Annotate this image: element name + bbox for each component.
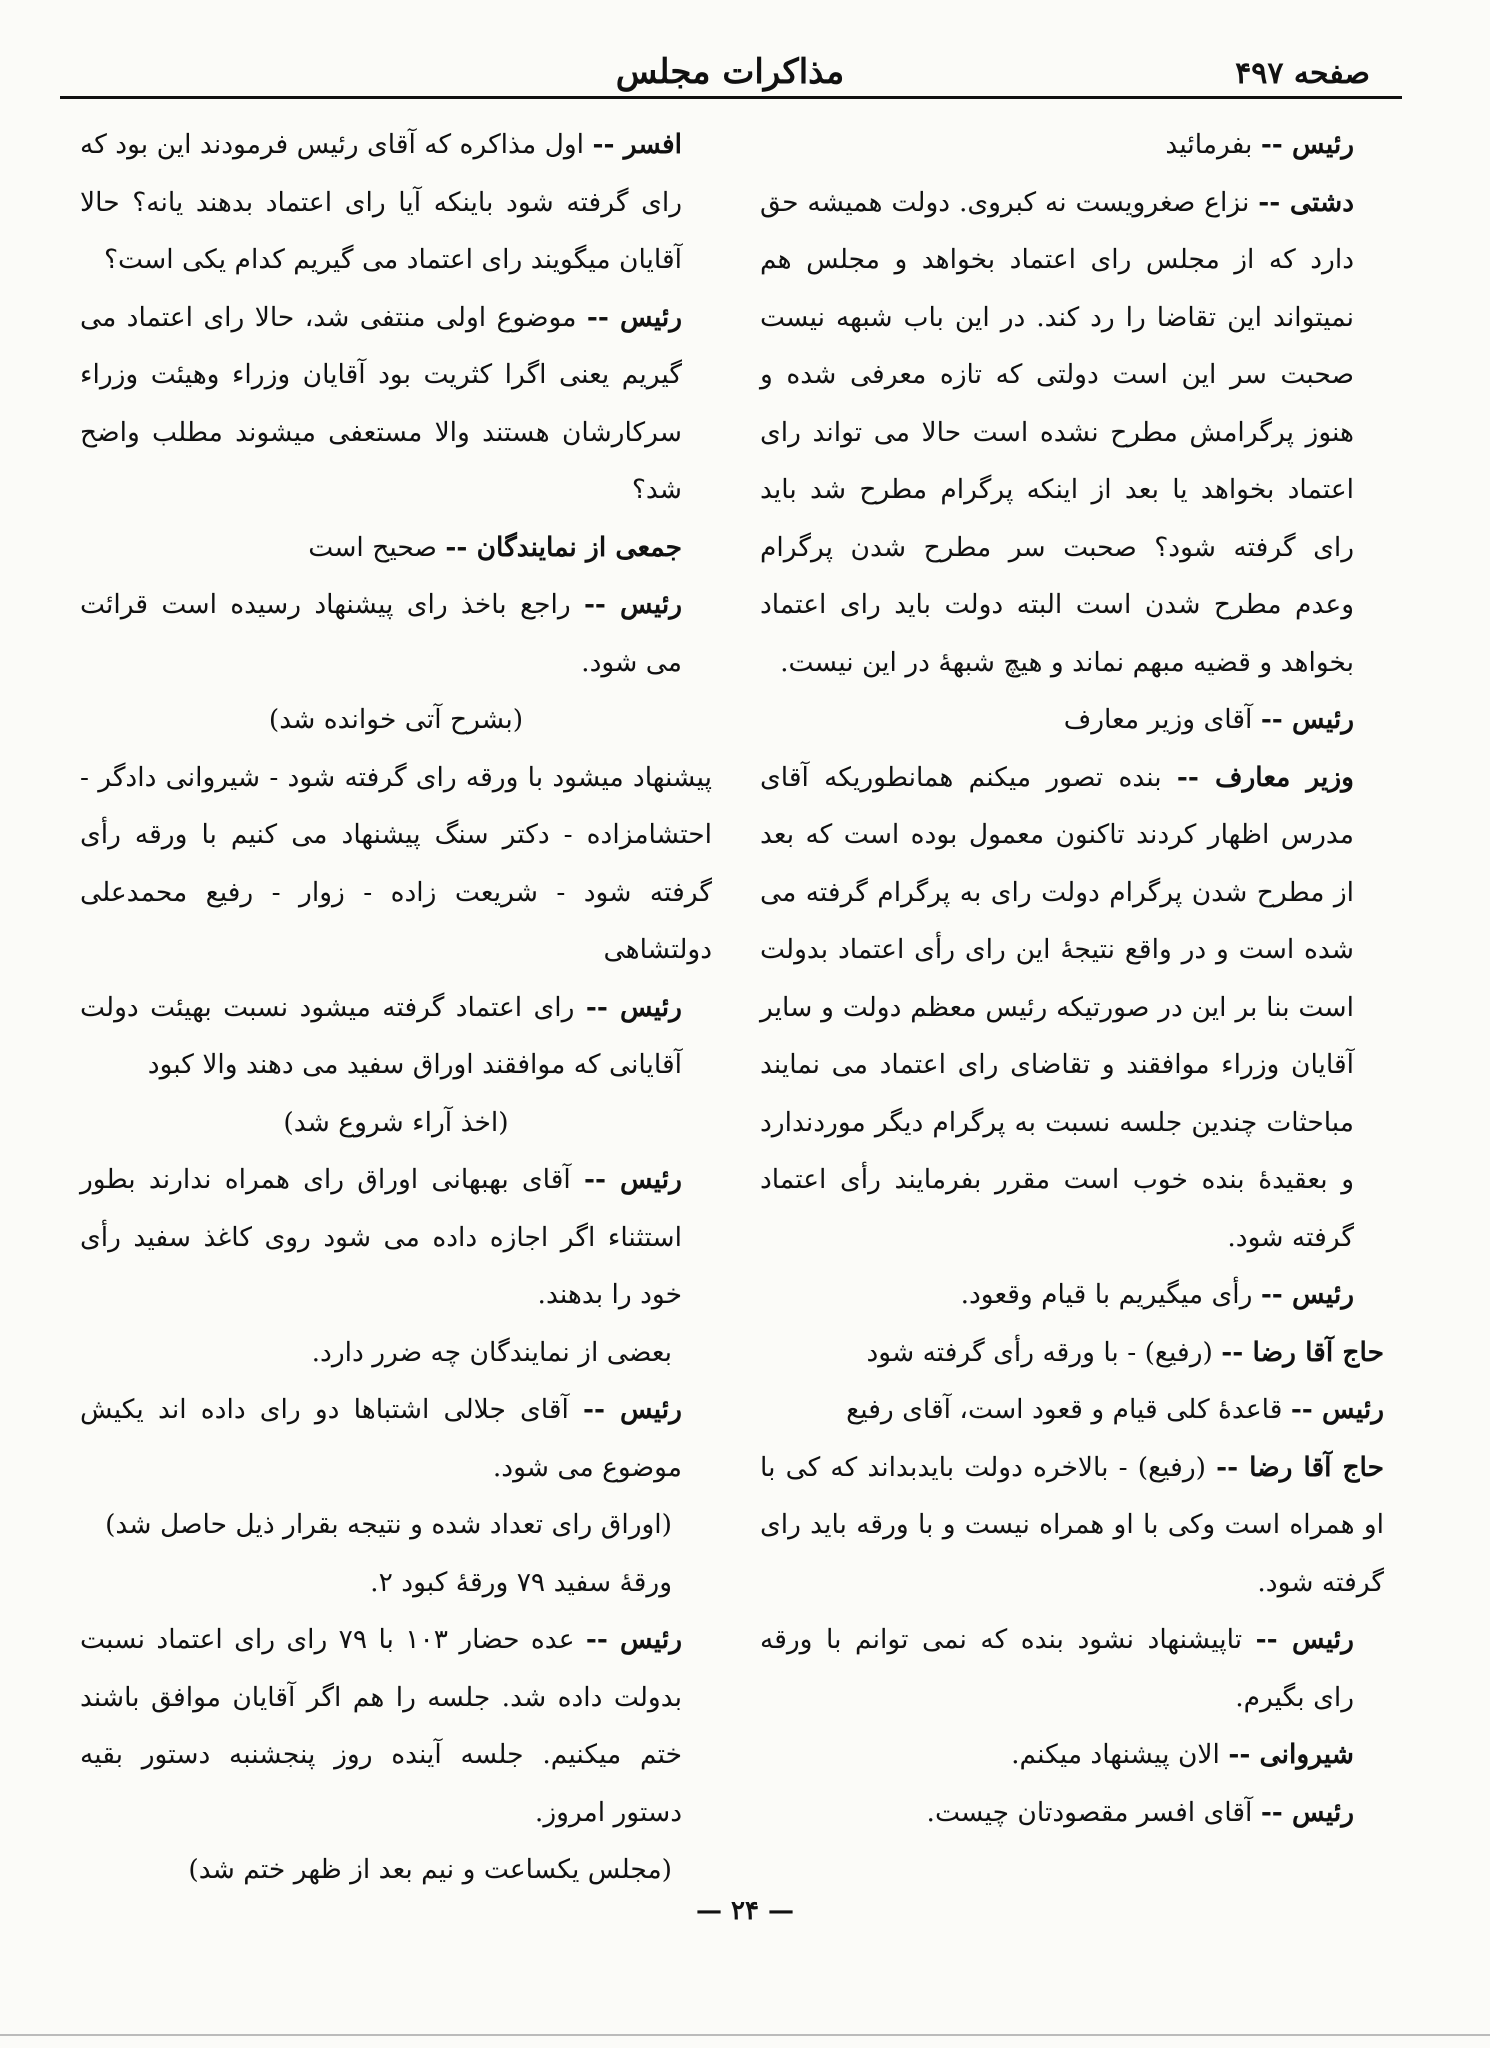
paragraph: [80, 691, 712, 749]
paragraph: [760, 1324, 1384, 1382]
paragraph-text: ورقۀ سفید ۷۹ ورقۀ کبود ۲.: [370, 1566, 672, 1598]
paragraph: [760, 1726, 1384, 1784]
speaker-name: رئیس --: [1260, 129, 1354, 160]
speaker-name: دشتی --: [1258, 186, 1354, 218]
speaker-name: رئیس --: [585, 1624, 682, 1655]
speaker-name: رئیس --: [586, 301, 682, 333]
paragraph: [80, 1496, 712, 1554]
paragraph-text: صحیح است: [308, 531, 437, 563]
paragraph-text: راجع باخذ رای پیشنهاد رسیده است قرائت می شود.: [80, 589, 682, 678]
paragraph-text: بنده تصور میکنم همانطوریکه آقای مدرس اظهار کردند تاکنون معمول بوده است که بعد از مطرح شدن پرگرام دولت رای به پرگرام گرفته می شده است و در واقع نتیجۀ این رای رأی اعتماد بدولت است بنا بر این در صورتیکه رئیس معظم دولت و سایر آقایان وزراء موافقند و تقاضای رای اعتماد می نمایند مباحثات چندین جلسه نسبت به پرگرام دیگر موردندارد و بعقیدۀ بنده خوب است مقرر بفرمایند رأی اعتماد گرفته شود.: [760, 761, 1354, 1253]
paragraph-text: (اوراق رای تعداد شده و نتیجه بقرار ذیل حاصل شد): [105, 1509, 672, 1540]
speaker-name: افسر --: [592, 129, 682, 160]
paragraph: [760, 691, 1384, 749]
paragraph: [80, 1554, 712, 1612]
paragraph-text: رأی میگیریم با قیام وقعود.: [960, 1279, 1253, 1310]
speaker-name: شیروانی --: [1228, 1739, 1354, 1770]
left-column: [80, 116, 712, 1899]
page-header: [60, 52, 1400, 100]
paragraph-text: (اخذ آراء شروع شد): [283, 1106, 509, 1138]
paragraph-text: رای اعتماد گرفته میشود نسبت بهیئت دولت آقایانی که موافقند اوراق سفید می دهند والا کبود: [80, 991, 682, 1080]
paragraph: [760, 1266, 1384, 1324]
speaker-name: رئیس --: [1260, 704, 1354, 735]
paragraph-text: (مجلس یکساعت و نیم بعد از ظهر ختم شد): [188, 1854, 672, 1885]
page-title: مذاکرات مجلس: [615, 52, 845, 92]
paragraph: [760, 1439, 1384, 1612]
speaker-name: رئیس --: [584, 1164, 682, 1195]
paragraph: [760, 1611, 1384, 1726]
speaker-name: رئیس --: [585, 991, 682, 1023]
paragraph: [760, 749, 1384, 1267]
paragraph-text: آقای جلالی اشتباها دو رای داده اند یکیش موضوع می شود.: [80, 1394, 682, 1483]
paragraph-text: پیشنهاد میشود با ورقه رای گرفته شود - شیروانی دادگر - احتشامزاده - دکتر سنگ پیشنهاد می کنیم با ورقه رأی گرفته شود - شریعت زاده - زوار - رفیع محمدعلی دولتشاهی: [80, 761, 712, 965]
page-number: صفحه ۴۹۷: [1235, 56, 1370, 91]
right-column: [760, 116, 1384, 1841]
paragraph-text: الان پیشنهاد میکنم.: [1011, 1739, 1220, 1770]
paragraph: [80, 519, 712, 577]
bottom-rule: [0, 2034, 1490, 2036]
speaker-name: رئیس --: [1255, 1624, 1354, 1655]
paragraph-text: (بشرح آتی خوانده شد): [268, 704, 524, 735]
paragraph: [80, 576, 712, 691]
paragraph-text: (رفیع) - بالاخره دولت بایدبداند که کی با او همراه است وکی با او همراه نیست و با ورقه باید رای گرفته شود.: [760, 1451, 1384, 1598]
paragraph: [80, 289, 712, 519]
speaker-name: وزیر معارف --: [1176, 761, 1354, 793]
paragraph: [80, 116, 712, 289]
paragraph-text: قاعدۀ کلی قیام و قعود است، آقای رفیع: [846, 1394, 1283, 1425]
paragraph: [80, 1381, 712, 1496]
paragraph: [80, 1151, 712, 1324]
paragraph-text: بفرمائید: [1165, 129, 1253, 160]
paragraph-text: تاپیشنهاد نشود بنده که نمی توانم با ورقه رای بگیرم.: [760, 1624, 1354, 1713]
paragraph: [80, 979, 712, 1094]
paragraph-text: آقای بهبهانی اوراق رای همراه ندارند بطور استثناء اگر اجازه داده می شود روی کاغذ سفید رأی خود را بدهند.: [80, 1164, 682, 1310]
sheet-number: — ۲۴ —: [695, 1896, 795, 1926]
paragraph: [80, 1611, 712, 1841]
paragraph: [80, 1841, 712, 1899]
speaker-name: رئیس --: [1260, 1796, 1354, 1828]
speaker-name: رئیس --: [1260, 1279, 1354, 1310]
paragraph: [80, 1094, 712, 1152]
paragraph: [760, 1381, 1384, 1439]
paragraph: [760, 116, 1384, 174]
paragraph-text: آقای افسر مقصودتان چیست.: [926, 1796, 1253, 1828]
header-rule: [60, 96, 1402, 99]
paragraph-text: (رفیع) - با ورقه رأی گرفته شود: [866, 1336, 1213, 1368]
speaker-name: حاج آقا رضا --: [1216, 1451, 1385, 1483]
paragraph-text: نزاع صغرویست نه کبروی. دولت همیشه حق دارد که از مجلس رای اعتماد بخواهد و مجلس هم نمیتواند این تقاضا را رد کند. در این باب شبهه نیست صحبت سر این است دولتی که تازه معرفی شده و هنوز پرگرامش مطرح نشده است حالا می تواند رای اعتماد بخواهد یا بعد از اینکه پرگرام مطرح شد باید رای گرفته شود؟ صحبت سر مطرح شدن پرگرام وعدم مطرح شدن است البته دولت باید رای اعتماد بخواهد و قضیه مبهم نماند و هیچ شبهۀ در این نیست.: [760, 186, 1354, 678]
paragraph: [760, 1784, 1384, 1842]
speaker-name: رئیس --: [583, 1394, 682, 1425]
paragraph: [760, 174, 1384, 692]
speaker-name: حاج آقا رضا --: [1221, 1336, 1384, 1368]
paragraph-text: اول مذاکره که آقای رئیس فرمودند این بود که رای گرفته شود باینکه آیا رای اعتماد بدهند یانه؟ حالا آقایان میگویند رای اعتماد می گیریم کدام یکی است؟: [80, 129, 682, 275]
paragraph: [80, 1324, 712, 1382]
speaker-name: رئیس --: [1290, 1394, 1384, 1425]
paragraph-text: موضوع اولی منتفی شد، حالا رای اعتماد می گیریم یعنی اگرا کثریت بود آقایان وزراء وهیئت وزراء سرکارشان هستند والا مستعفی میشوند مطلب واضح شد؟: [80, 301, 682, 505]
speaker-name: جمعی از نمایندگان --: [445, 531, 682, 563]
paragraph-text: آقای وزیر معارف: [1063, 704, 1253, 735]
paragraph-text: عده حضار ۱۰۳ با ۷۹ رای رای اعتماد نسبت بدولت داده شد. جلسه را هم اگر آقایان موافق باشند ختم میکنیم. جلسه آینده روز پنجشنبه دستور بقیه دستور امروز.: [80, 1624, 682, 1828]
paragraph-text: بعضی از نمایندگان چه ضرر دارد.: [311, 1336, 672, 1368]
paragraph: [80, 749, 712, 979]
speaker-name: رئیس --: [583, 589, 682, 620]
